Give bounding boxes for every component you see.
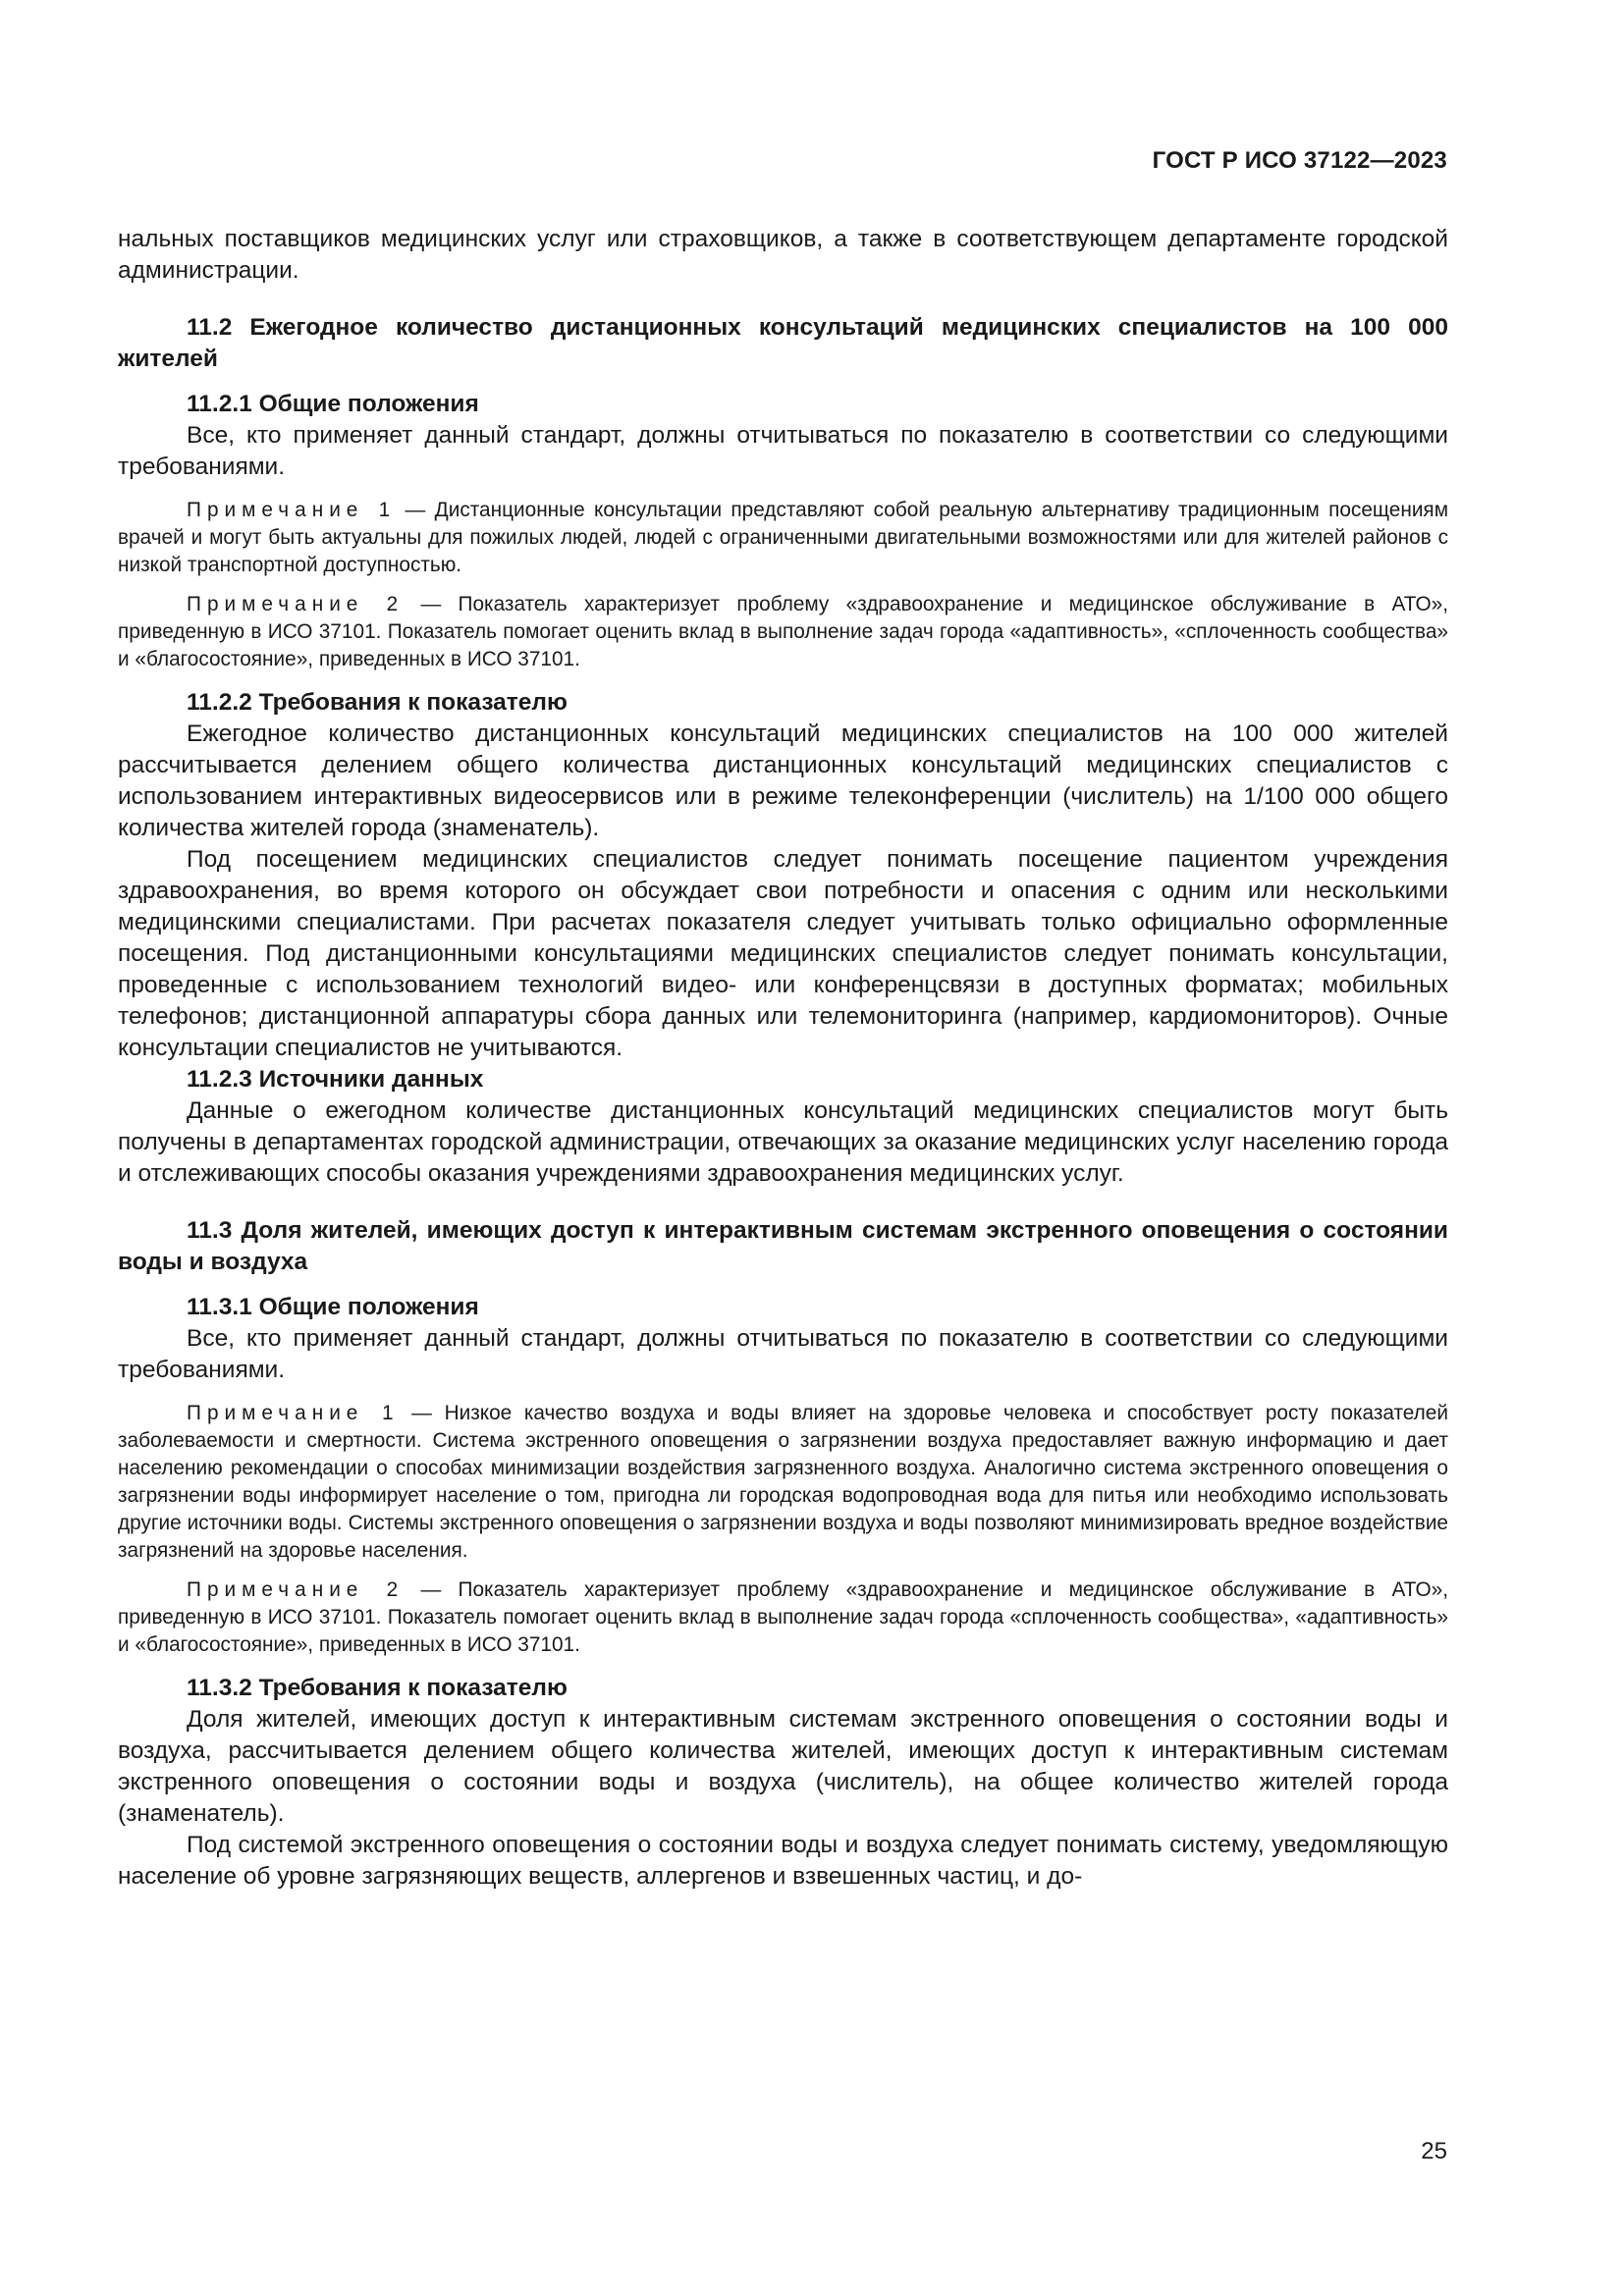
section-11-2-1-note-2 <box>118 591 1448 673</box>
section-11-3-1-note-1 <box>118 1400 1448 1565</box>
section-11-3-2-paragraph-2: Под системой экстренного оповещения о состоянии воды и воздуха следует понимать систему, уведомляющую население об уровне загрязняющих веществ, аллергенов и взвешенных частиц, и до- <box>118 1832 1448 1890</box>
note-text: — Низкое качество воздуха и воды влияет на здоровье человека и способствует росту показателей заболеваемости и смертности. Система экстренного оповещения о загрязнении воздуха предоставляет важную информацию и дает населению рекомендации о способах минимизации воздействия загрязненного воздуха. Аналогично система экстренного оповещения о загрязнении воды информирует население о том, пригодна ли городская водопроводная вода для питья или необходимо использовать другие источники воды. Системы экстренного оповещения о загрязнении воздуха и воды позволяют минимизировать вредное воздействие загрязнений на здоровье населения. <box>118 1402 1448 1562</box>
page-content <box>118 224 1448 1893</box>
section-11-2-3-heading: 11.2.3 Источники данных <box>187 1066 484 1093</box>
section-11-3-2-paragraph-1: Доля жителей, имеющих доступ к интерактивным системам экстренного оповещения о состоянии воды и воздуха, рассчитывается делением общего количества жителей, имеющих доступ к интерактивным системам экстренного оповещения о состоянии воды и воздуха (числитель), на общее количество жителей города (знаменатель). <box>118 1706 1448 1827</box>
section-11-3-1-note-2 <box>118 1576 1448 1659</box>
section-11-2-3-paragraph-1: Данные о ежегодном количестве дистанционных консультаций медицинских специалистов могут быть получены в департаментах городской администрации, отвечающих за оказание медицинских услуг населению города и отслеживающих способы оказания учреждениями здравоохранения медицинских услуг. <box>118 1097 1448 1187</box>
section-11-2-2-heading: 11.2.2 Требования к показателю <box>187 689 568 716</box>
section-11-3-1-text: Все, кто применяет данный стандарт, должны отчитываться по показателю в соответствии со следующими требованиями. <box>118 1325 1448 1383</box>
page-number: 25 <box>1421 2138 1447 2164</box>
note-text: — Показатель характеризует проблему «здравоохранение и медицинское обслуживание в АТО», приведенную в ИСО 37101. Показатель помогает оценить вклад в выполнение задач города «адаптивность», «сплоченность сообщества» и «благосостояние», приведенных в ИСО 37101. <box>118 593 1449 670</box>
note-label: Примечание 2 <box>187 1578 405 1601</box>
note-label: Примечание 2 <box>187 593 405 615</box>
section-11-2-heading: 11.2 Ежегодное количество дистанционных консультаций медицинских специалистов на 100 000 жителей <box>118 314 1448 372</box>
note-label: Примечание 1 <box>187 499 397 521</box>
section-11-3-1-heading: 11.3.1 Общие положения <box>187 1294 479 1320</box>
note-label: Примечание 1 <box>187 1402 400 1424</box>
section-11-2-1-text: Все, кто применяет данный стандарт, должны отчитываться по показателю в соответствии со следующими требованиями. <box>118 422 1448 480</box>
section-11-3-2-heading: 11.3.2 Требования к показателю <box>187 1675 568 1701</box>
note-text: — Показатель характеризует проблему «здравоохранение и медицинское обслуживание в АТО», приведенную в ИСО 37101. Показатель помогает оценить вклад в выполнение задач города «сплоченность сообщества», «адаптивность» и «благосостояние», приведенных в ИСО 37101. <box>118 1578 1449 1656</box>
section-11-2-1-heading: 11.2.1 Общие положения <box>187 391 479 417</box>
note-text: — Дистанционные консультации представляют собой реальную альтернативу традиционным посещениям врачей и могут быть актуальны для пожилых людей, людей с ограниченными двигательными возможностями или для жителей районов с низкой транспортной доступностью. <box>118 499 1448 576</box>
section-11-3-heading: 11.3 Доля жителей, имеющих доступ к интерактивным системам экстренного оповещения о состоянии воды и воздуха <box>118 1217 1448 1275</box>
document-number-header: ГОСТ Р ИСО 37122—2023 <box>1152 147 1447 174</box>
section-11-2-2-paragraph-2: Под посещением медицинских специалистов следует понимать посещение пациентом учреждения здравоохранения, во время которого он обсуждает свои потребности и опасения с одним или несколькими медицинскими специалистами. При расчетах показателя следует учитывать только официально оформленные посещения. Под дистанционными консультациями медицинских специалистов следует понимать консультации, проведенные с использованием технологий видео- или конференцсвязи в доступных форматах; мобильных телефонов; дистанционной аппаратуры сбора данных или телемониторинга (например, кардиомониторов). Очные консультации специалистов не учитываются. <box>118 846 1448 1061</box>
continued-paragraph: нальных поставщиков медицинских услуг или страховщиков, а также в соответствующем департаменте городской администрации. <box>118 226 1448 284</box>
section-11-2-2-paragraph-1: Ежегодное количество дистанционных консультаций медицинских специалистов на 100 000 жителей рассчитывается делением общего количества дистанционных консультаций медицинских специалистов с использованием интерактивных видеосервисов или в режиме телеконференции (числитель) на 1/100 000 общего количества жителей города (знаменатель). <box>118 721 1448 841</box>
section-11-2-1-note-1 <box>118 497 1448 579</box>
